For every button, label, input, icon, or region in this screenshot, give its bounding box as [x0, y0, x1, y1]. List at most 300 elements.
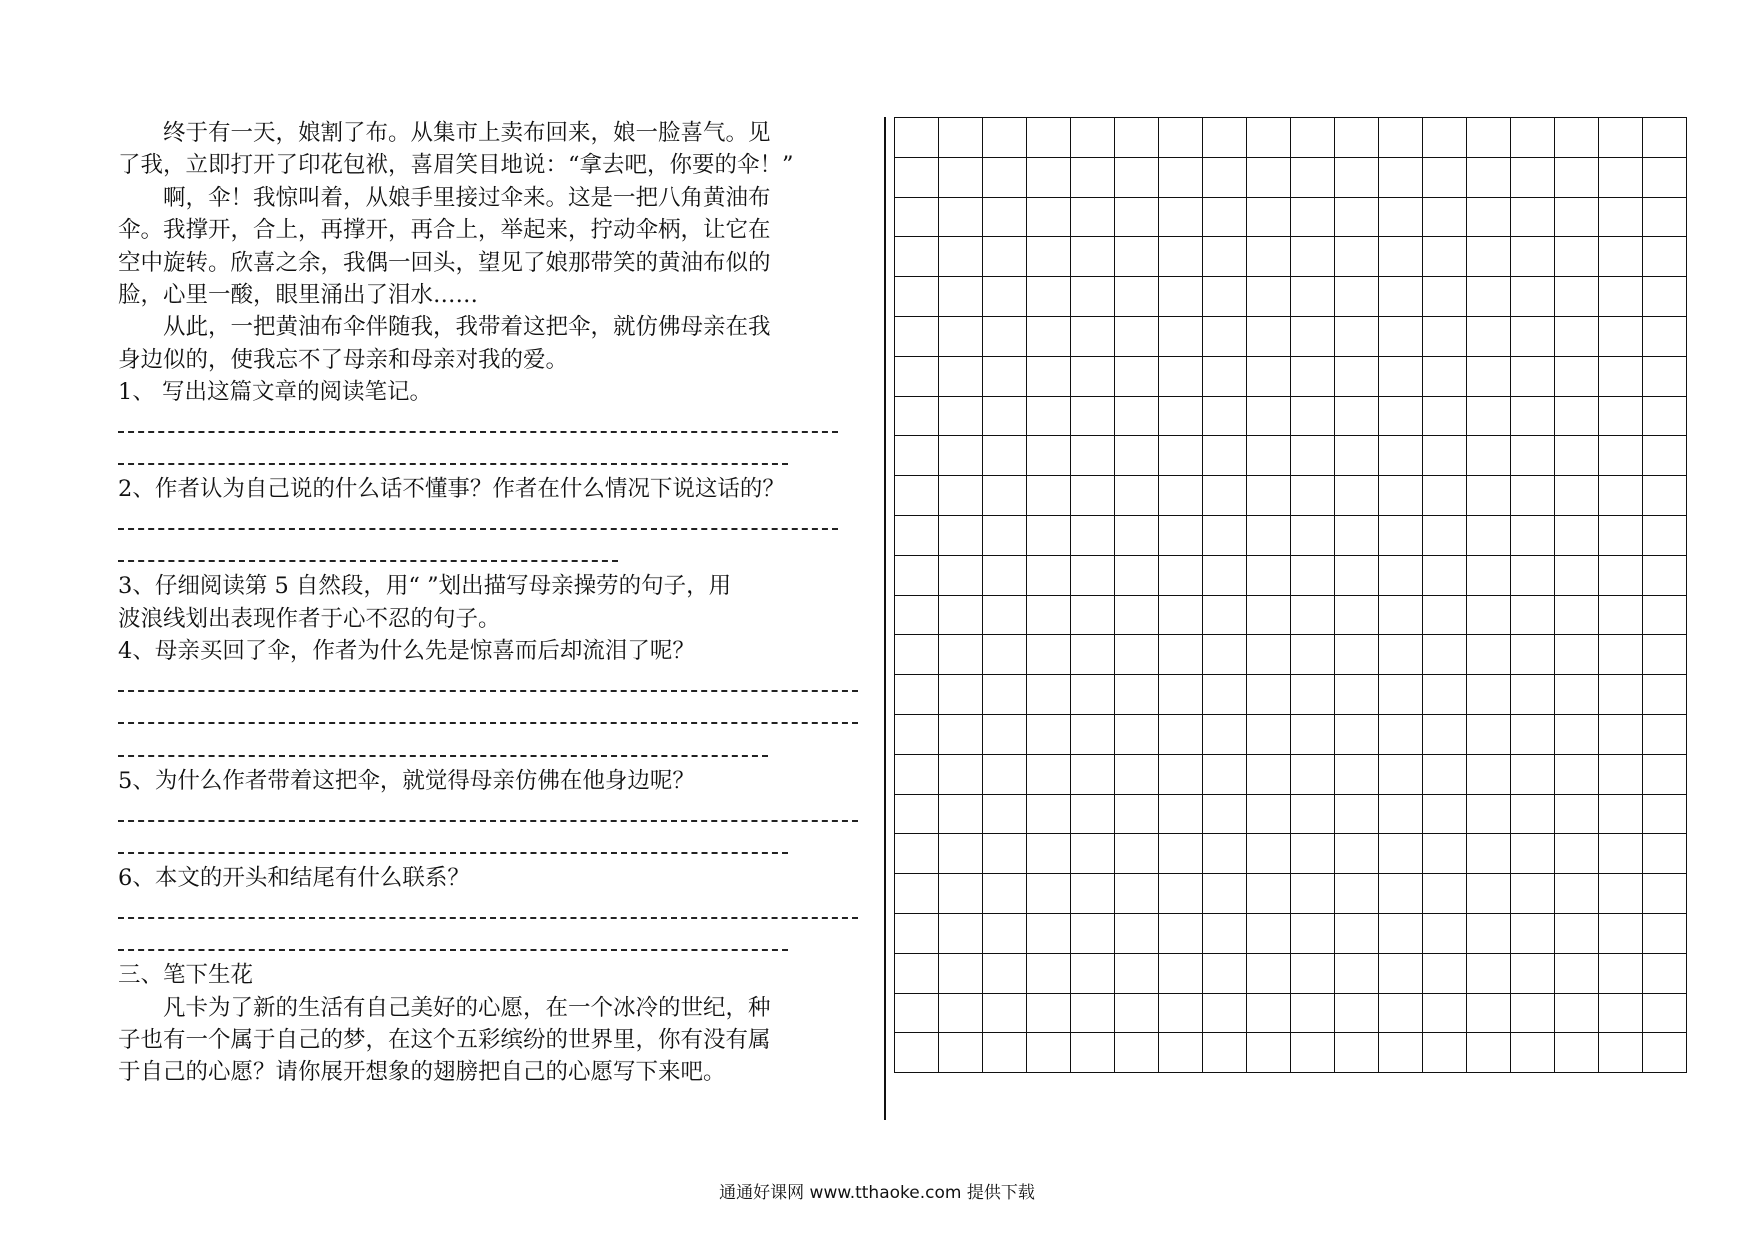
grid-cell[interactable] [1247, 436, 1291, 476]
grid-cell[interactable] [1291, 834, 1335, 874]
grid-cell[interactable] [1115, 237, 1159, 277]
grid-cell[interactable] [1599, 237, 1643, 277]
grid-cell[interactable] [1115, 794, 1159, 834]
grid-cell[interactable] [1467, 396, 1511, 436]
grid-cell[interactable] [1071, 794, 1115, 834]
grid-cell[interactable] [1027, 913, 1071, 953]
grid-cell[interactable] [1599, 953, 1643, 993]
grid-cell[interactable] [1071, 316, 1115, 356]
grid-cell[interactable] [1291, 157, 1335, 197]
grid-cell[interactable] [1071, 515, 1115, 555]
grid-cell[interactable] [939, 396, 983, 436]
grid-cell[interactable] [895, 874, 939, 914]
grid-cell[interactable] [939, 476, 983, 516]
grid-cell[interactable] [1027, 197, 1071, 237]
grid-cell[interactable] [1159, 356, 1203, 396]
grid-cell[interactable] [1599, 1033, 1643, 1073]
grid-cell[interactable] [1555, 277, 1599, 317]
grid-cell[interactable] [1423, 277, 1467, 317]
grid-cell[interactable] [1071, 635, 1115, 675]
grid-cell[interactable] [1247, 316, 1291, 356]
grid-cell[interactable] [1511, 714, 1555, 754]
grid-cell[interactable] [895, 515, 939, 555]
grid-cell[interactable] [1071, 675, 1115, 715]
grid-cell[interactable] [1467, 356, 1511, 396]
grid-cell[interactable] [1027, 476, 1071, 516]
grid-cell[interactable] [1599, 396, 1643, 436]
grid-cell[interactable] [1291, 595, 1335, 635]
grid-cell[interactable] [1335, 118, 1379, 158]
grid-cell[interactable] [1511, 635, 1555, 675]
grid-cell[interactable] [1159, 316, 1203, 356]
grid-cell[interactable] [1335, 157, 1379, 197]
grid-cell[interactable] [1247, 595, 1291, 635]
grid-cell[interactable] [983, 555, 1027, 595]
answer-line[interactable] [118, 441, 860, 473]
grid-cell[interactable] [1203, 675, 1247, 715]
grid-cell[interactable] [1511, 993, 1555, 1033]
grid-cell[interactable] [1115, 595, 1159, 635]
grid-cell[interactable] [1115, 118, 1159, 158]
grid-cell[interactable] [1555, 197, 1599, 237]
grid-cell[interactable] [1643, 675, 1687, 715]
grid-cell[interactable] [1335, 675, 1379, 715]
grid-cell[interactable] [1247, 635, 1291, 675]
grid-cell[interactable] [895, 953, 939, 993]
grid-cell[interactable] [1511, 396, 1555, 436]
grid-cell[interactable] [1379, 356, 1423, 396]
grid-cell[interactable] [1115, 555, 1159, 595]
grid-cell[interactable] [895, 595, 939, 635]
grid-cell[interactable] [1599, 436, 1643, 476]
grid-cell[interactable] [939, 675, 983, 715]
grid-cell[interactable] [1555, 754, 1599, 794]
grid-cell[interactable] [1423, 316, 1467, 356]
grid-cell[interactable] [983, 754, 1027, 794]
grid-cell[interactable] [1423, 436, 1467, 476]
grid-cell[interactable] [1247, 118, 1291, 158]
grid-cell[interactable] [1115, 953, 1159, 993]
grid-cell[interactable] [1291, 237, 1335, 277]
answer-line[interactable] [118, 506, 860, 538]
grid-cell[interactable] [939, 197, 983, 237]
grid-cell[interactable] [1115, 316, 1159, 356]
grid-cell[interactable] [1335, 635, 1379, 675]
grid-cell[interactable] [1071, 157, 1115, 197]
answer-line[interactable] [118, 538, 860, 570]
grid-cell[interactable] [1423, 913, 1467, 953]
grid-cell[interactable] [1511, 595, 1555, 635]
grid-cell[interactable] [1599, 675, 1643, 715]
grid-cell[interactable] [1247, 476, 1291, 516]
grid-cell[interactable] [939, 555, 983, 595]
grid-cell[interactable] [1203, 277, 1247, 317]
grid-cell[interactable] [1423, 834, 1467, 874]
grid-cell[interactable] [1643, 277, 1687, 317]
grid-cell[interactable] [895, 714, 939, 754]
grid-cell[interactable] [1599, 794, 1643, 834]
grid-cell[interactable] [1379, 436, 1423, 476]
grid-cell[interactable] [1027, 396, 1071, 436]
answer-line[interactable] [118, 830, 860, 862]
grid-cell[interactable] [1511, 356, 1555, 396]
grid-cell[interactable] [1423, 356, 1467, 396]
grid-cell[interactable] [939, 595, 983, 635]
grid-cell[interactable] [983, 675, 1027, 715]
answer-line[interactable] [118, 927, 860, 959]
grid-cell[interactable] [1159, 874, 1203, 914]
grid-cell[interactable] [1027, 714, 1071, 754]
grid-cell[interactable] [1203, 118, 1247, 158]
grid-cell[interactable] [1071, 993, 1115, 1033]
grid-cell[interactable] [1555, 555, 1599, 595]
grid-cell[interactable] [1071, 197, 1115, 237]
grid-cell[interactable] [983, 396, 1027, 436]
grid-cell[interactable] [1423, 675, 1467, 715]
grid-cell[interactable] [1027, 555, 1071, 595]
grid-cell[interactable] [1643, 476, 1687, 516]
grid-cell[interactable] [1115, 436, 1159, 476]
grid-cell[interactable] [895, 476, 939, 516]
grid-cell[interactable] [1159, 277, 1203, 317]
grid-cell[interactable] [1467, 754, 1511, 794]
grid-cell[interactable] [1643, 237, 1687, 277]
grid-cell[interactable] [895, 277, 939, 317]
grid-cell[interactable] [1291, 794, 1335, 834]
grid-cell[interactable] [1423, 953, 1467, 993]
grid-cell[interactable] [1555, 913, 1599, 953]
grid-cell[interactable] [1027, 515, 1071, 555]
grid-cell[interactable] [1555, 118, 1599, 158]
grid-cell[interactable] [1247, 396, 1291, 436]
grid-cell[interactable] [1555, 595, 1599, 635]
grid-cell[interactable] [983, 436, 1027, 476]
grid-cell[interactable] [1071, 754, 1115, 794]
grid-cell[interactable] [895, 118, 939, 158]
grid-cell[interactable] [1555, 714, 1599, 754]
grid-cell[interactable] [1027, 675, 1071, 715]
grid-cell[interactable] [1643, 157, 1687, 197]
grid-cell[interactable] [1071, 913, 1115, 953]
grid-cell[interactable] [1159, 794, 1203, 834]
grid-cell[interactable] [1511, 754, 1555, 794]
grid-cell[interactable] [1511, 1033, 1555, 1073]
grid-cell[interactable] [1643, 515, 1687, 555]
grid-cell[interactable] [1071, 118, 1115, 158]
grid-cell[interactable] [939, 277, 983, 317]
grid-cell[interactable] [1423, 754, 1467, 794]
grid-cell[interactable] [939, 436, 983, 476]
grid-cell[interactable] [1555, 993, 1599, 1033]
grid-cell[interactable] [1115, 714, 1159, 754]
grid-cell[interactable] [1599, 316, 1643, 356]
grid-cell[interactable] [1027, 993, 1071, 1033]
grid-cell[interactable] [1027, 635, 1071, 675]
grid-cell[interactable] [1555, 834, 1599, 874]
grid-cell[interactable] [1027, 277, 1071, 317]
grid-cell[interactable] [1203, 714, 1247, 754]
grid-cell[interactable] [1643, 794, 1687, 834]
grid-cell[interactable] [1643, 1033, 1687, 1073]
grid-cell[interactable] [1203, 157, 1247, 197]
grid-cell[interactable] [1599, 476, 1643, 516]
grid-cell[interactable] [895, 675, 939, 715]
grid-cell[interactable] [1599, 595, 1643, 635]
grid-cell[interactable] [939, 356, 983, 396]
grid-cell[interactable] [1379, 913, 1423, 953]
grid-cell[interactable] [1159, 595, 1203, 635]
grid-cell[interactable] [1335, 874, 1379, 914]
grid-cell[interactable] [1159, 993, 1203, 1033]
grid-cell[interactable] [1379, 754, 1423, 794]
grid-cell[interactable] [1555, 794, 1599, 834]
grid-cell[interactable] [1467, 476, 1511, 516]
grid-cell[interactable] [1379, 953, 1423, 993]
grid-cell[interactable] [1379, 675, 1423, 715]
grid-cell[interactable] [1599, 754, 1643, 794]
grid-cell[interactable] [1467, 277, 1511, 317]
grid-cell[interactable] [1643, 555, 1687, 595]
grid-cell[interactable] [1291, 1033, 1335, 1073]
grid-cell[interactable] [1599, 913, 1643, 953]
grid-cell[interactable] [1643, 714, 1687, 754]
grid-cell[interactable] [895, 396, 939, 436]
grid-cell[interactable] [895, 794, 939, 834]
grid-cell[interactable] [1203, 237, 1247, 277]
grid-cell[interactable] [1599, 714, 1643, 754]
grid-cell[interactable] [1467, 794, 1511, 834]
grid-cell[interactable] [1203, 515, 1247, 555]
grid-cell[interactable] [939, 993, 983, 1033]
grid-cell[interactable] [1247, 714, 1291, 754]
grid-cell[interactable] [983, 157, 1027, 197]
grid-cell[interactable] [1467, 714, 1511, 754]
grid-cell[interactable] [1335, 197, 1379, 237]
grid-cell[interactable] [1291, 476, 1335, 516]
grid-cell[interactable] [895, 555, 939, 595]
grid-cell[interactable] [1203, 754, 1247, 794]
grid-cell[interactable] [1467, 834, 1511, 874]
grid-cell[interactable] [1511, 436, 1555, 476]
grid-cell[interactable] [1423, 714, 1467, 754]
grid-cell[interactable] [983, 635, 1027, 675]
grid-cell[interactable] [1115, 675, 1159, 715]
grid-cell[interactable] [983, 993, 1027, 1033]
grid-cell[interactable] [983, 316, 1027, 356]
grid-cell[interactable] [1511, 874, 1555, 914]
grid-cell[interactable] [1379, 157, 1423, 197]
grid-cell[interactable] [1115, 913, 1159, 953]
grid-cell[interactable] [1467, 595, 1511, 635]
grid-cell[interactable] [1247, 874, 1291, 914]
grid-cell[interactable] [1379, 197, 1423, 237]
grid-cell[interactable] [1379, 555, 1423, 595]
grid-cell[interactable] [1511, 913, 1555, 953]
grid-cell[interactable] [895, 237, 939, 277]
grid-cell[interactable] [1203, 993, 1247, 1033]
grid-cell[interactable] [1203, 555, 1247, 595]
grid-cell[interactable] [939, 237, 983, 277]
grid-cell[interactable] [895, 913, 939, 953]
grid-cell[interactable] [1159, 157, 1203, 197]
grid-cell[interactable] [1291, 714, 1335, 754]
grid-cell[interactable] [1027, 794, 1071, 834]
grid-cell[interactable] [1247, 1033, 1291, 1073]
grid-cell[interactable] [1599, 356, 1643, 396]
grid-cell[interactable] [1071, 953, 1115, 993]
grid-cell[interactable] [1379, 476, 1423, 516]
grid-cell[interactable] [1159, 913, 1203, 953]
grid-cell[interactable] [1115, 1033, 1159, 1073]
grid-cell[interactable] [1291, 515, 1335, 555]
grid-cell[interactable] [939, 794, 983, 834]
grid-cell[interactable] [1247, 675, 1291, 715]
grid-cell[interactable] [1555, 874, 1599, 914]
grid-cell[interactable] [1247, 953, 1291, 993]
grid-cell[interactable] [1247, 197, 1291, 237]
grid-cell[interactable] [1511, 157, 1555, 197]
grid-cell[interactable] [1071, 555, 1115, 595]
grid-cell[interactable] [1291, 675, 1335, 715]
grid-cell[interactable] [1027, 953, 1071, 993]
grid-cell[interactable] [1247, 515, 1291, 555]
grid-cell[interactable] [1203, 436, 1247, 476]
grid-cell[interactable] [1423, 515, 1467, 555]
grid-cell[interactable] [1643, 316, 1687, 356]
grid-cell[interactable] [1511, 118, 1555, 158]
grid-cell[interactable] [1071, 874, 1115, 914]
grid-cell[interactable] [1423, 635, 1467, 675]
grid-cell[interactable] [1379, 515, 1423, 555]
grid-cell[interactable] [1467, 953, 1511, 993]
grid-cell[interactable] [1467, 635, 1511, 675]
grid-cell[interactable] [1511, 953, 1555, 993]
grid-cell[interactable] [1379, 635, 1423, 675]
grid-cell[interactable] [1159, 714, 1203, 754]
grid-cell[interactable] [895, 356, 939, 396]
grid-cell[interactable] [1247, 356, 1291, 396]
grid-cell[interactable] [1027, 595, 1071, 635]
grid-cell[interactable] [1115, 754, 1159, 794]
answer-line[interactable] [118, 797, 860, 829]
grid-cell[interactable] [1643, 874, 1687, 914]
grid-cell[interactable] [1467, 237, 1511, 277]
grid-cell[interactable] [1247, 834, 1291, 874]
grid-cell[interactable] [1643, 953, 1687, 993]
grid-cell[interactable] [1027, 1033, 1071, 1073]
grid-cell[interactable] [939, 874, 983, 914]
grid-cell[interactable] [1335, 396, 1379, 436]
grid-cell[interactable] [1599, 993, 1643, 1033]
grid-cell[interactable] [1203, 874, 1247, 914]
grid-cell[interactable] [983, 515, 1027, 555]
grid-cell[interactable] [895, 316, 939, 356]
grid-cell[interactable] [1203, 1033, 1247, 1073]
grid-cell[interactable] [1335, 476, 1379, 516]
grid-cell[interactable] [983, 118, 1027, 158]
grid-cell[interactable] [1335, 993, 1379, 1033]
grid-cell[interactable] [1467, 675, 1511, 715]
grid-cell[interactable] [1203, 356, 1247, 396]
answer-line[interactable] [118, 894, 860, 926]
grid-cell[interactable] [1291, 874, 1335, 914]
grid-cell[interactable] [1335, 555, 1379, 595]
answer-line[interactable] [118, 409, 860, 441]
grid-cell[interactable] [1467, 1033, 1511, 1073]
grid-cell[interactable] [1511, 675, 1555, 715]
grid-cell[interactable] [1203, 834, 1247, 874]
grid-cell[interactable] [1203, 197, 1247, 237]
grid-cell[interactable] [1643, 436, 1687, 476]
grid-cell[interactable] [1291, 754, 1335, 794]
grid-cell[interactable] [1203, 476, 1247, 516]
grid-cell[interactable] [895, 834, 939, 874]
grid-cell[interactable] [1071, 1033, 1115, 1073]
grid-cell[interactable] [1159, 675, 1203, 715]
grid-cell[interactable] [1467, 913, 1511, 953]
grid-cell[interactable] [1599, 118, 1643, 158]
grid-cell[interactable] [1291, 993, 1335, 1033]
grid-cell[interactable] [1643, 913, 1687, 953]
grid-cell[interactable] [1379, 794, 1423, 834]
grid-cell[interactable] [1555, 635, 1599, 675]
grid-cell[interactable] [1643, 635, 1687, 675]
grid-cell[interactable] [1335, 794, 1379, 834]
grid-cell[interactable] [1159, 555, 1203, 595]
grid-cell[interactable] [1335, 316, 1379, 356]
grid-cell[interactable] [1423, 874, 1467, 914]
grid-cell[interactable] [1159, 635, 1203, 675]
grid-cell[interactable] [1423, 396, 1467, 436]
grid-cell[interactable] [1247, 993, 1291, 1033]
grid-cell[interactable] [1643, 834, 1687, 874]
grid-cell[interactable] [1115, 476, 1159, 516]
grid-cell[interactable] [1423, 794, 1467, 834]
grid-cell[interactable] [939, 515, 983, 555]
grid-cell[interactable] [1291, 953, 1335, 993]
grid-cell[interactable] [1379, 1033, 1423, 1073]
grid-cell[interactable] [1643, 356, 1687, 396]
grid-cell[interactable] [1379, 993, 1423, 1033]
grid-cell[interactable] [895, 993, 939, 1033]
grid-cell[interactable] [1291, 635, 1335, 675]
grid-cell[interactable] [1511, 834, 1555, 874]
grid-cell[interactable] [1027, 754, 1071, 794]
grid-cell[interactable] [1159, 396, 1203, 436]
grid-cell[interactable] [895, 754, 939, 794]
grid-cell[interactable] [1027, 834, 1071, 874]
grid-cell[interactable] [983, 277, 1027, 317]
grid-cell[interactable] [1203, 316, 1247, 356]
grid-cell[interactable] [1555, 237, 1599, 277]
grid-cell[interactable] [1071, 436, 1115, 476]
grid-cell[interactable] [1027, 157, 1071, 197]
grid-cell[interactable] [939, 316, 983, 356]
grid-cell[interactable] [1071, 714, 1115, 754]
grid-cell[interactable] [1071, 237, 1115, 277]
grid-cell[interactable] [1247, 794, 1291, 834]
grid-cell[interactable] [1115, 197, 1159, 237]
grid-cell[interactable] [1467, 993, 1511, 1033]
grid-cell[interactable] [1247, 277, 1291, 317]
grid-cell[interactable] [983, 356, 1027, 396]
grid-cell[interactable] [1247, 157, 1291, 197]
grid-cell[interactable] [1511, 316, 1555, 356]
grid-cell[interactable] [1203, 953, 1247, 993]
grid-cell[interactable] [1027, 118, 1071, 158]
grid-cell[interactable] [1379, 874, 1423, 914]
grid-cell[interactable] [1379, 714, 1423, 754]
